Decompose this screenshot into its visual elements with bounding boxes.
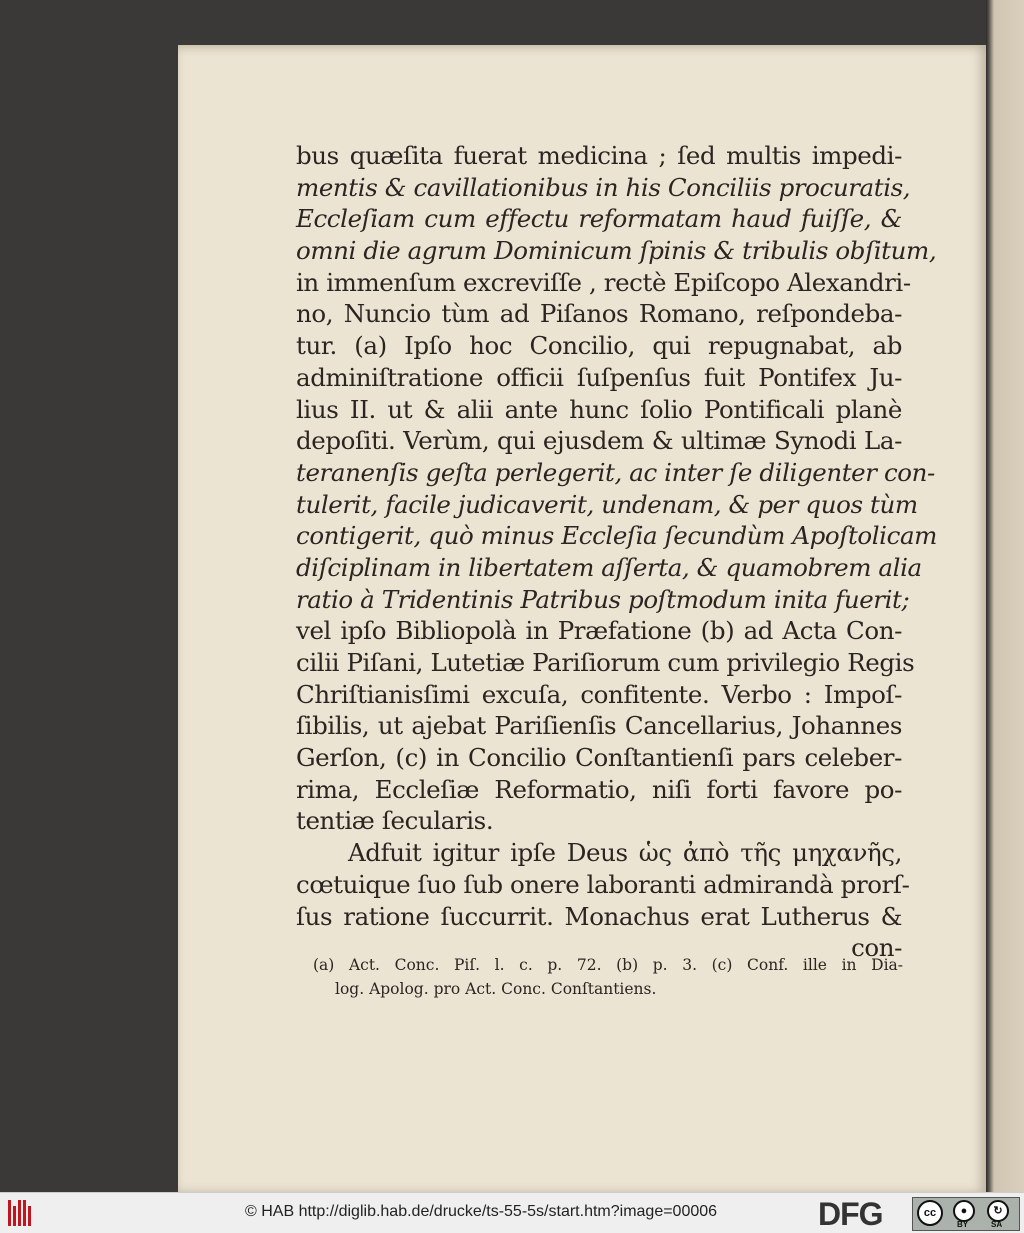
text-line: vel ipſo Bibliopolà in Præfatione (b) ad Acta Con- <box>296 616 902 646</box>
text-line: tulerit, facile judicaverit, undenam, & per quos tùm <box>296 489 918 519</box>
hab-logo-icon[interactable] <box>8 1200 38 1226</box>
text-line: cœtuique ſuo ſub onere laboranti admirandà prorſ- <box>296 869 910 899</box>
text-line: mentis & cavillationibus in his Conciliis procuratis, <box>296 172 911 202</box>
footer-bar <box>0 1192 1024 1233</box>
text-line: cilii Piſani, Lutetiæ Pariſiorum cum privilegio Regis <box>296 648 915 677</box>
body-text <box>296 140 937 964</box>
by-label: BY <box>957 1220 969 1229</box>
footnote-line: (a) Act. Conc. Piſ. l. c. p. 72. (b) p. 3. (c) Conf. ille in Dia- <box>313 956 903 974</box>
sa-label: SA <box>991 1220 1003 1229</box>
text-line: Eccleſiam cum effectu reformatam haud fuiſſe, & <box>296 204 902 234</box>
text-line: bus quæſita fuerat medicina ; ſed multis impedi- <box>296 141 902 170</box>
text-line: no, Nuncio tùm ad Piſanos Romano, reſpondeba- <box>296 299 902 329</box>
text-line: Adfuit igitur ipſe Deus ὡς ἀπὸ τῆς μηχανῆς, <box>348 838 902 868</box>
scanned-page <box>178 45 986 1192</box>
dfg-logo[interactable]: DFG <box>818 1196 883 1232</box>
footnotes <box>313 953 903 1001</box>
text-line: diſciplinam in libertatem aſſerta, & quamobrem alia <box>296 552 922 582</box>
text-line: contigerit, quò minus Eccleſia ſecundùm Apoſtolicam <box>296 521 937 551</box>
text-line: omni die agrum Dominicum ſpinis & tribulis obſitum, <box>296 236 937 266</box>
text-line: Gerſon, (c) in Concilio Conſtantienſi pars celeber- <box>296 743 902 773</box>
text-line: in immenſum excreviſſe , rectè Epiſcopo Alexandri- <box>296 267 911 297</box>
text-line: rima, Eccleſiæ Reformatio, niſi forti favore po- <box>296 774 902 804</box>
text-line: tentiæ ſecularis. <box>296 806 494 836</box>
footnote-line: log. Apolog. pro Act. Conc. Conſtantiens. <box>335 980 657 998</box>
text-line: depoſiti. Verùm, qui ejusdem & ultimæ Synodi La- <box>296 426 902 456</box>
cc-icon: cc <box>917 1200 943 1226</box>
text-line: lius II. ut & alii ante hunc ſolio Pontificali planè <box>296 394 902 424</box>
text-line: ratio à Tridentinis Patribus poſtmodum inita fuerit; <box>296 584 910 614</box>
text-line: tur. (a) Ipſo hoc Concilio, qui repugnabat, ab <box>296 331 902 361</box>
text-line: adminiſtratione officii ſuſpenſus fuit Pontifex Ju- <box>296 362 902 392</box>
cc-license-badge[interactable] <box>912 1197 1020 1231</box>
text-line: ſibilis, ut ajebat Pariſienſis Cancellarius, Johannes <box>296 711 902 741</box>
attribution-icon: ● <box>953 1200 975 1222</box>
text-line: Chriſtianisſimi excuſa, confitente. Verbo : Impoſ- <box>296 679 902 709</box>
next-page-edge <box>986 0 1024 1192</box>
share-alike-icon: ↻ <box>987 1200 1009 1222</box>
catchword: con- <box>851 933 902 963</box>
copyright-link[interactable]: © HAB http://diglib.hab.de/drucke/ts-55-5s/start.htm?image=00006 <box>245 1203 718 1220</box>
text-line: ſus ratione ſuccurrit. Monachus erat Lutherus & <box>296 901 902 931</box>
text-line: teranenſis geſta perlegerit, ac inter ſe diligenter con- <box>296 457 935 487</box>
